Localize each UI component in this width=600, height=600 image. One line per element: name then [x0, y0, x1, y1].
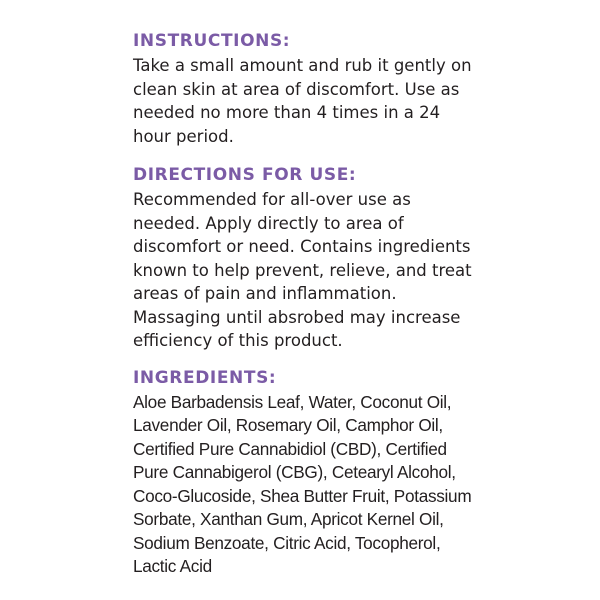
instructions-heading: INSTRUCTIONS:	[133, 31, 291, 51]
directions-text: Recommended for all-over use as needed. Apply directly to area of discomfort or need. Contains ingredients known to help prevent, relieve, and treat areas of pain and inflammation. Massaging until absrobed may increase efficiency of this product.	[133, 190, 472, 350]
instructions-section	[133, 30, 600, 148]
directions-heading: DIRECTIONS FOR USE:	[133, 165, 357, 185]
ingredients-heading: INGREDIENTS:	[133, 367, 277, 388]
ingredients-section	[133, 367, 600, 579]
ingredients-text: Aloe Barbadensis Leaf, Water, Coconut Oil, Lavender Oil, Rosemary Oil, Camphor Oil, Certified Pure Cannabidiol (CBD), Certified Pure Cannabigerol (CBG), Cetearyl Alcohol, Coco-Glucoside, Shea Butter Fruit, Potassium Sorbate, Xanthan Gum, Apricot Kernel Oil, Sodium Benzoate, Citric Acid, Tocopherol, Lactic Acid	[133, 391, 472, 576]
instructions-text: Take a small amount and rub it gently on clean skin at area of discomfort. Use as needed no more than 4 times in a 24 hour period.	[133, 56, 472, 146]
directions-section	[133, 164, 600, 353]
